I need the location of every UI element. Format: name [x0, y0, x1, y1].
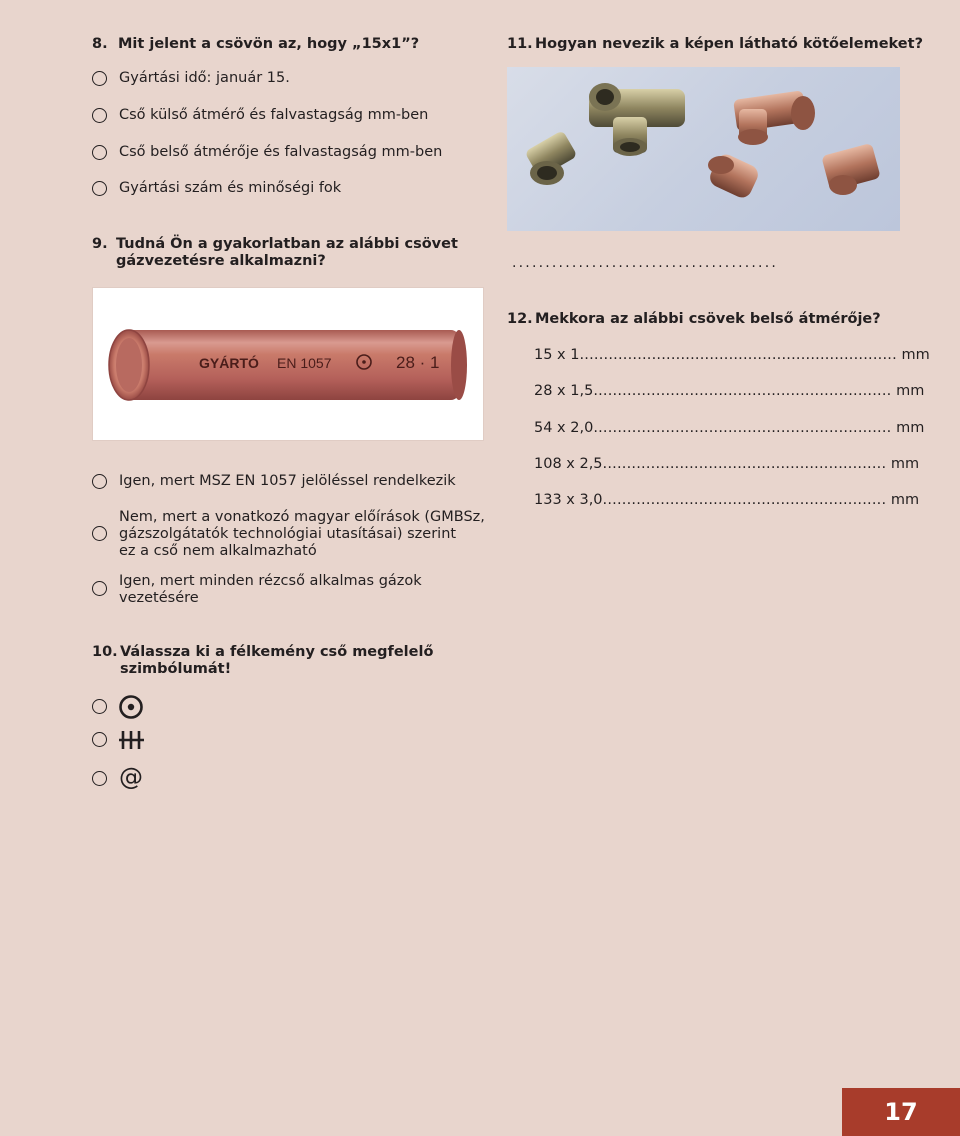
- pipe-marking-manufacturer: GYÁRTÓ: [199, 355, 259, 371]
- q8-title: 8. Mit jelent a csövön az, hogy „15x1”?: [92, 36, 420, 52]
- half-hard-symbol-dot-icon: [362, 360, 366, 364]
- q12-row-1[interactable]: 15 x 1.................................................................. mm: [534, 347, 930, 363]
- q12-row-4[interactable]: 108 x 2,5........................................................... mm: [534, 456, 920, 472]
- pipe-marking-size: 28 · 1: [396, 353, 440, 372]
- fittings-photo: [507, 67, 900, 231]
- q12-title: 12. Mekkora az alábbi csövek belső átmérője?: [507, 311, 881, 327]
- q8-option-3-label: Cső belső átmérője és falvastagság mm-ben: [119, 144, 443, 160]
- q9-option-3-label: Igen, mert minden rézcső alkalmas gázok vezetésére: [119, 573, 422, 606]
- q9-option-1-label: Igen, mert MSZ EN 1057 jelöléssel rendelkezik: [119, 473, 456, 489]
- copper-pipe-illustration: [93, 288, 485, 442]
- q10-option-2-radio[interactable]: [92, 732, 107, 747]
- q9-option-3-radio[interactable]: [92, 581, 107, 596]
- page-number: 17: [842, 1088, 960, 1136]
- q8-option-2-radio[interactable]: [92, 108, 107, 123]
- q10-option-1-radio[interactable]: [92, 699, 107, 714]
- brass-elbow-fitting-icon: [524, 130, 577, 185]
- q11-title: 11. Hogyan nevezik a képen látható kötőelemeket?: [507, 36, 923, 52]
- q8-option-1-label: Gyártási idő: január 15.: [119, 70, 290, 86]
- q9-option-1-radio[interactable]: [92, 474, 107, 489]
- q10-title: 10. Válassza ki a félkemény cső megfelelő szimbólumát!: [92, 644, 434, 677]
- pipe-marking-standard: EN 1057: [277, 355, 332, 371]
- q8-option-4-radio[interactable]: [92, 181, 107, 196]
- copper-pipe-image: [92, 287, 484, 441]
- triple-bar-symbol-icon: [118, 729, 146, 751]
- q12-row-2[interactable]: 28 x 1,5.............................................................. mm: [534, 383, 925, 399]
- q8-option-3-radio[interactable]: [92, 145, 107, 160]
- q9-title: 9. Tudná Ön a gyakorlatban az alábbi csövet gázvezetésre alkalmazni?: [92, 236, 458, 269]
- pipe-far-end: [451, 330, 467, 400]
- circle-dot-symbol-icon: [118, 694, 144, 720]
- pipe-bore: [116, 338, 142, 392]
- copper-elbow-fitting-icon: [707, 151, 761, 200]
- copper-tee-fitting-icon: [733, 90, 815, 145]
- at-symbol-icon: @: [119, 763, 143, 791]
- q9-option-2-radio[interactable]: [92, 526, 107, 541]
- q8-option-2-label: Cső külső átmérő és falvastagság mm-ben: [119, 107, 429, 123]
- brass-tee-fitting-icon: [589, 83, 685, 156]
- q8-option-4-label: Gyártási szám és minőségi fok: [119, 180, 342, 196]
- q12-row-5[interactable]: 133 x 3,0........................................................... mm: [534, 492, 920, 508]
- q12-row-3[interactable]: 54 x 2,0.............................................................. mm: [534, 420, 925, 436]
- q8-option-1-radio[interactable]: [92, 71, 107, 86]
- q11-answer-line[interactable]: ........................................: [512, 255, 779, 271]
- q10-option-3-radio[interactable]: [92, 771, 107, 786]
- q9-option-2-label: Nem, mert a vonatkozó magyar előírások (GMBSz, gázszolgátatók technológiai utasításai) szerint ez a cső nem alkalmazható: [119, 509, 485, 559]
- copper-coupling-fitting-icon: [821, 143, 881, 195]
